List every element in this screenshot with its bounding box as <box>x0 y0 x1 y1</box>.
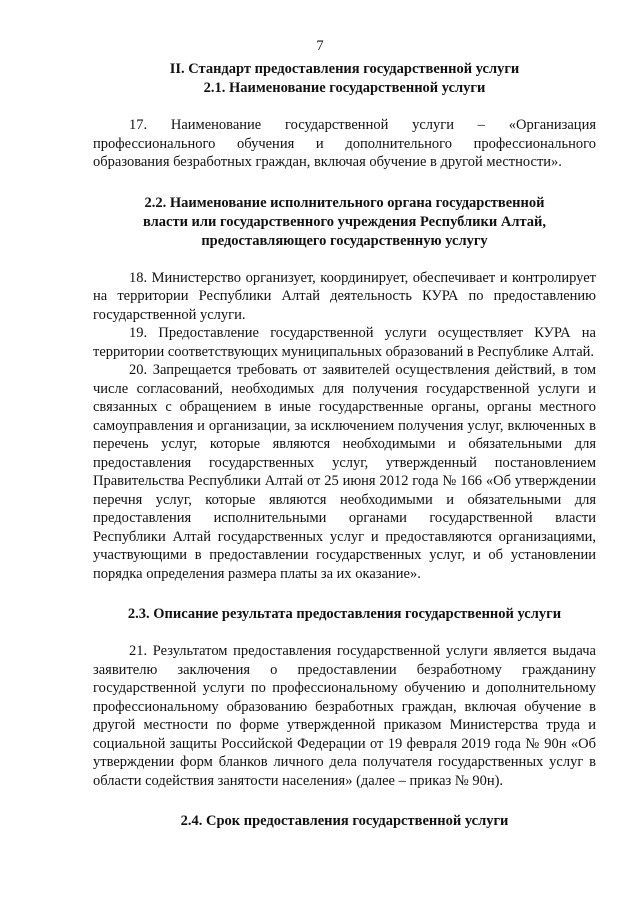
section-2-2-heading-line-1: 2.2. Наименование исполнительного органа государственной <box>144 194 545 211</box>
paragraph-21: 21. Результатом предоставления государственной услуги является выдача заявителю заключения о предоставлении безработному гражданину государственной услуги по профессиональному обучению и дополнительному профессиональному образованию безработных граждан, включая обучение в другой местности по форме утвержденной приказом Министерства труда и социальной защиты Российской Федерации от 19 февраля 2019 года № 90н «Об утверждении форм бланков личного дела получателя государственных услуг в области содействия занятости населения» (далее – приказ № 90н). <box>93 643 596 789</box>
section-2-2-heading-line-3: предоставляющего государственную услугу <box>201 232 488 249</box>
paragraph-18: 18. Министерство организует, координирует, обеспечивает и контролирует на территории Республики Алтай деятельность КУРА по предоставлению государственной услуги. <box>93 269 596 323</box>
section-ii-heading: II. Стандарт предоставления государственной услуги <box>169 61 520 77</box>
document-body <box>93 60 596 831</box>
paragraph-19: 19. Предоставление государственной услуги осуществляет КУРА на территории соответствующих муниципальных образований в Республике Алтай. <box>93 325 596 360</box>
paragraph-20: 20. Запрещается требовать от заявителей осуществления действий, в том числе согласований, необходимых для получения государственной услуги и связанных с обращением в иные государственные органы, органы местного самоуправления и организации, за исключением получения услуг, включенных в перечень услуг, которые являются необходимыми и обязательными для предоставления государственных услуг, утвержденный постановлением Правительства Республики Алтай от 25 июня 2012 года № 166 «Об утверждении перечня услуг, которые являются необходимыми и обязательными для предоставления исполнительными органами государственной власти Республики Алтай государственных услуг и предоставляются организациями, участвующими в предоставлении государственных услуг, и об установлении порядка определения размера платы за их оказание». <box>93 362 596 582</box>
section-2-4-heading: 2.4. Срок предоставления государственной услуги <box>180 813 509 829</box>
section-2-3-heading: 2.3. Описание результата предоставления государственной услуги <box>127 606 562 622</box>
section-2-1-heading: 2.1. Наименование государственной услуги <box>203 80 486 96</box>
section-2-2-heading-line-2: власти или государственного учреждения Республики Алтай, <box>143 213 546 230</box>
page-number: 7 <box>316 38 324 54</box>
paragraph-17: 17. Наименование государственной услуги – «Организация профессионального обучения и дополнительного профессионального образования безработных граждан, включая обучение в другой местности». <box>93 117 596 170</box>
